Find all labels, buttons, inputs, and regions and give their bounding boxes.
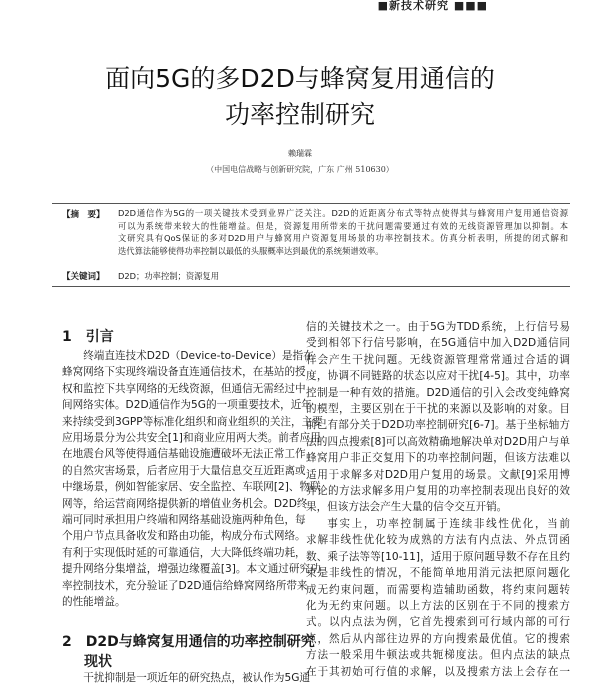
body-line: 式。以内点法为例，它首先搜索到可行域内部的可行 <box>306 616 570 629</box>
section-1-heading: 1 引言 <box>62 329 114 345</box>
section-2-text <box>62 670 311 686</box>
body-line: 终端直连技术D2D（Device-to-Device）是指在 <box>83 350 314 362</box>
body-line: 度，协调不同链路的状态以应对干扰[4-5]。其中，功率 <box>306 370 570 383</box>
body-line: 来持续受到3GPP等标准化组织和商业组织的关注，主要 <box>62 415 323 428</box>
body-line: 蜂窝用户非正交复用下的功率控制问题，但该方法难以 <box>306 452 570 465</box>
body-line: 控制是一种有效的措施。D2D通信的引入会改变纯蜂窝 <box>306 386 570 399</box>
body-line: 中继场景，例如智能家居、安全监控、车联网[2]、物联 <box>62 481 321 494</box>
affiliation: （中国电信战略与创新研究院，广东 广州 510630） <box>206 165 394 174</box>
body-line: 蜂窝网络下实现终端设备直连通信技术，在基站的授 <box>62 366 306 379</box>
body-line: 的性能增益。 <box>62 596 126 609</box>
keywords-label: 【关键词】 <box>62 272 105 282</box>
body-line: 个用户节点具备收发和路由功能，构成分布式网络。 <box>62 530 306 543</box>
left-column <box>62 348 323 611</box>
running-header: ■新技术研究 ■■■ <box>377 0 488 12</box>
body-line: 样会产生干扰问题。无线资源管理常常通过合适的调 <box>306 353 570 366</box>
body-line: 方法一般采用牛顿法或共轭梯度法。但内点法的缺点 <box>306 649 570 662</box>
paper-title-line-2: 功率控制研究 <box>224 100 375 129</box>
body-line: 的自然灾害场景，后者应用于大量信息交互近距离或 <box>62 464 306 477</box>
abstract-label: 【摘 要】 <box>62 210 105 220</box>
body-line: 信的关键技术之一。由于5G为TDD系统，上行信号易 <box>306 321 570 333</box>
body-line: 提升网络分集增益，增强边缘覆盖[3]。本文通过研究功 <box>62 563 321 576</box>
abstract-bottom-rule <box>52 286 570 287</box>
abstract-line: 迭代算法能够使得功率控制以最低的头服概率达到最优的系统频谱效率。 <box>118 245 384 256</box>
body-line: 束是非线性的情况，不能简单地用消元法把原问题化 <box>306 567 570 580</box>
abstract-text <box>118 207 568 257</box>
section-2-heading-cont: 现状 <box>84 654 112 670</box>
body-line: 适用于求解多对D2D用户复用的场景。文献[9]采用博 <box>306 468 570 481</box>
paper-title-line-1: 面向5G的多D2D与蜂窝复用通信的 <box>105 64 495 93</box>
body-line: 权和监控下共享网络的无线资源，但通信无需经过中 <box>62 382 306 395</box>
body-line: 有利于实现低时延的可靠通信，大大降低终端功耗， <box>62 546 306 559</box>
body-line: 干扰抑制是一项近年的研究热点，被认作为5G通 <box>83 672 311 684</box>
body-line: 点，然后从内部往边界的方向搜索最优值。它的搜索 <box>306 632 570 645</box>
body-line: 求解非线性优化较为成熟的方法有内点法、外点罚函 <box>306 534 570 547</box>
abstract-line: 文研究具有QoS保证的多对D2D用户与蜂窝用户资源复用场景的功率控制技术。仿真分析表明，所提的闭式解和 <box>118 233 568 243</box>
abstract-line: D2D通信作为5G的一项关键技术受到业界广泛关注。D2D的近距离分布式等特点使得其与蜂窝用户复用通信资源 <box>118 208 568 218</box>
author: 赖瑞霖 <box>288 149 312 158</box>
body-line: 率控制技术，充分验证了D2D通信给蜂窝网络所带来 <box>62 579 308 592</box>
body-line: 端可同时承担用户终端和网络基础设施两种角色，每 <box>62 514 306 527</box>
right-column <box>306 319 570 680</box>
body-line: 的模型，主要区别在于干扰的来源以及影响的对象。目 <box>306 403 570 416</box>
body-line: 间网络实体。D2D通信作为5G的一项重要技术，近年 <box>62 399 312 412</box>
body-line: 受到相邻下行信号影响，在5G通信中加入D2D通信同 <box>306 337 570 350</box>
body-line: 果，但该方法会产生大量的信令交互开销。 <box>306 501 508 514</box>
body-line: 事实上，功率控制属于连续非线性优化，当前 <box>327 517 570 530</box>
body-line: 数、乘子法等等[10-11]，适用于原问题导数不存在且约 <box>306 550 570 563</box>
body-line: 弈论的方法求解多用户复用的功率控制表现出良好的效 <box>306 485 570 498</box>
body-line: 在地震台风等使得通信基础设施遭破坏无法正常工作 <box>62 448 306 461</box>
body-line: 前已有部分关于D2D功率控制研究[6-7]。基于坐标轴方 <box>306 419 570 432</box>
body-line: 网等，给运营商网络提供新的增值业务机会。D2D终 <box>62 497 308 510</box>
keywords-text: D2D；功率控制；资源复用 <box>118 271 220 281</box>
section-2-heading: 2 D2D与蜂窝复用通信的功率控制研究 <box>62 634 315 650</box>
body-line: 法的四点搜索[8]可以高效精确地解决单对D2D用户与单 <box>306 435 570 448</box>
body-line: 成无约束问题，而需要构造辅助函数，将约束问题转 <box>306 583 570 596</box>
abstract-top-rule <box>52 203 570 204</box>
body-line: 在于其初始可行值的求解，以及搜索方法上会存在一 <box>306 665 570 678</box>
body-line: 应用场景分为公共安全[1]和商业应用两大类。前者应用 <box>62 432 321 445</box>
body-line: 化为无约束问题。以上方法的区别在于不同的搜索方 <box>306 599 570 612</box>
abstract-line: 可以为系统带来较大的性能增益。但是，资源复用所带来的干扰问题需要通过有效的无线资源管理加以抑制。本 <box>118 220 568 231</box>
